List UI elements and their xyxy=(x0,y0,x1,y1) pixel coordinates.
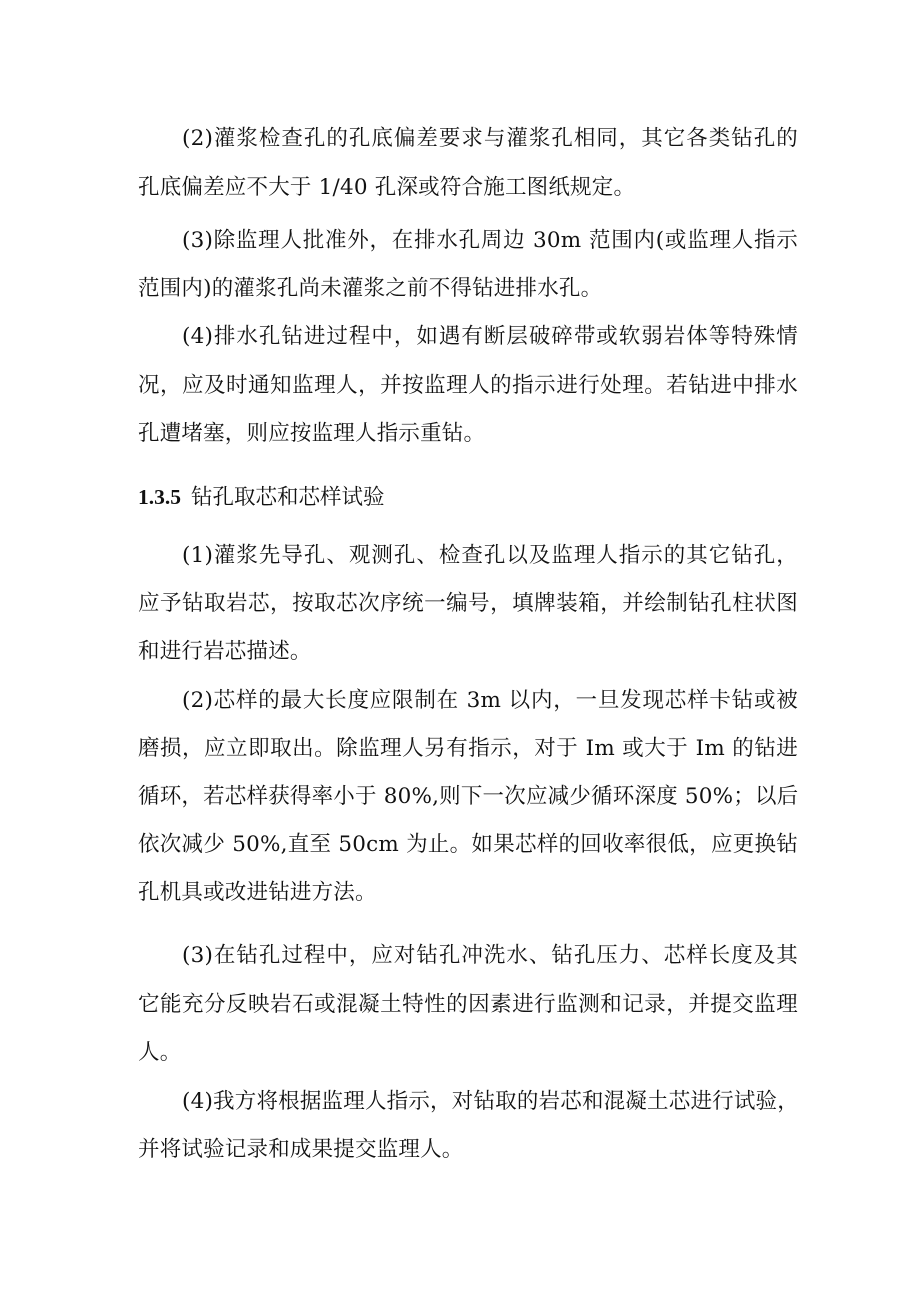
paragraph-line: 依次减少 50%,直至 50cm 为止。如果芯样的回收率很低，应更换钻 xyxy=(138,832,798,857)
paragraph-line: (4)我方将根据监理人指示，对钻取的岩芯和混凝土芯进行试验， xyxy=(182,1089,799,1114)
paragraph-line: 循环，若芯样获得率小于 80%,则下一次应减少循环深度 50%；以后 xyxy=(138,784,799,809)
paragraph-line: 应予钻取岩芯，按取芯次序统一编号，填牌装箱，并绘制钻孔柱状图 xyxy=(138,591,798,616)
paragraph-line: (4)排水孔钻进过程中，如遇有断层破碎带或软弱岩体等特殊情 xyxy=(182,324,798,349)
paragraph-line: (2)灌浆检查孔的孔底偏差要求与灌浆孔相同，其它各类钻孔的 xyxy=(182,126,798,151)
paragraph-line: 孔机具或改进钻进方法。 xyxy=(138,880,377,905)
section-title: 钻孔取芯和芯样试验 xyxy=(191,485,385,510)
paragraph-line: 况，应及时通知监理人，并按监理人的指示进行处理。若钻进中排水 xyxy=(138,373,798,398)
paragraph-line: (1)灌浆先导孔、观测孔、检查孔以及监理人指示的其它钻孔， xyxy=(182,543,798,568)
section-number: 1.3.5 xyxy=(138,485,181,509)
paragraph-line: (2)芯样的最大长度应限制在 3m 以内，一旦发现芯样卡钻或被 xyxy=(182,688,798,713)
paragraph-line: 范围内)的灌浆孔尚未灌浆之前不得钻进排水孔。 xyxy=(138,276,603,301)
paragraph-line: 磨损，应立即取出。除监理人另有指示，对于 Im 或大于 Im 的钻进 xyxy=(138,736,798,761)
paragraph-line: (3)在钻孔过程中，应对钻孔冲洗水、钻孔压力、芯样长度及其 xyxy=(182,943,798,968)
paragraph-line: 孔底偏差应不大于 1/40 孔深或符合施工图纸规定。 xyxy=(138,175,636,200)
paragraph-line: 和进行岩芯描述。 xyxy=(138,639,312,664)
paragraph-line: 孔遭堵塞，则应按监理人指示重钻。 xyxy=(138,421,486,446)
paragraph-line: 它能充分反映岩石或混凝土特性的因素进行监测和记录，并提交监理 xyxy=(138,992,798,1017)
paragraph-line: (3)除监理人批准外，在排水孔周边 30m 范围内(或监理人指示 xyxy=(182,228,798,253)
paragraph-line: 人。 xyxy=(138,1040,182,1065)
paragraph-line: 并将试验记录和成果提交监理人。 xyxy=(138,1137,464,1162)
section-heading xyxy=(138,482,385,513)
